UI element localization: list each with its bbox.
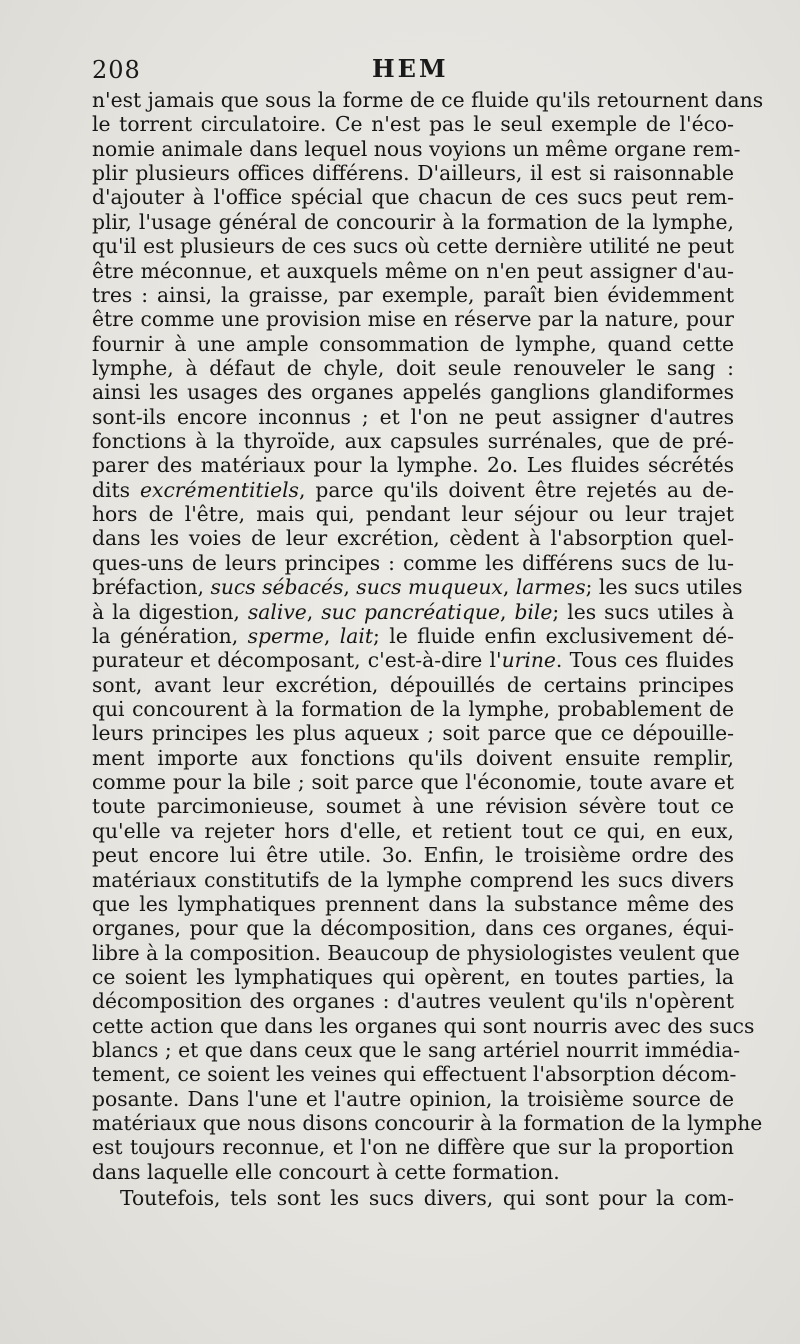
text-line bbox=[92, 136, 741, 161]
text-line bbox=[92, 453, 734, 477]
text-line bbox=[92, 1160, 734, 1184]
italic-term: excrémentitiels bbox=[140, 477, 299, 502]
text-run: qu'elle va rejeter hors d'elle, et retient tout ce qui, en eux, bbox=[92, 818, 734, 843]
text-run: sont, avant leur excrétion, dépouillés de certains principes bbox=[92, 672, 734, 697]
text-line bbox=[92, 1111, 763, 1136]
text-run: être comme une provision mise en réserve par la nature, pour bbox=[92, 307, 734, 332]
text-run: comme pour la bile ; soit parce que l'économie, toute avare et bbox=[92, 770, 734, 795]
text-run: être méconnue, et auxquels même on n'en peut assigner d'au- bbox=[92, 258, 734, 283]
text-run: plir plusieurs offices différens. D'ailleurs, il est si raisonnable bbox=[92, 161, 734, 186]
italic-term: urine bbox=[501, 648, 556, 673]
text-line bbox=[92, 380, 734, 404]
text-run: libre à la composition. Beaucoup de physiologistes veulent que bbox=[92, 940, 740, 965]
text-run: dans les voies de leur excrétion, cèdent à l'absorption quel- bbox=[92, 526, 734, 551]
text-line bbox=[92, 892, 734, 916]
text-run: qui concourent à la formation de la lymphe, probablement de bbox=[92, 696, 734, 721]
text-line bbox=[92, 843, 734, 867]
text-run: la génération, bbox=[92, 623, 248, 648]
text-line bbox=[92, 210, 734, 234]
text-line bbox=[92, 868, 734, 892]
text-line bbox=[92, 916, 734, 940]
text-run: ce soient les lymphatiques qui opèrent, en toutes parties, la bbox=[92, 964, 734, 989]
page-header bbox=[92, 52, 737, 86]
text-run: qu'il est plusieurs de ces sucs où cette dernière utilité ne peut bbox=[92, 234, 734, 259]
text-line bbox=[92, 405, 734, 429]
text-line bbox=[92, 161, 734, 185]
text-line bbox=[92, 307, 734, 331]
text-run: organes, pour que la décomposition, dans ces organes, équi- bbox=[92, 916, 734, 941]
text-run: ment importe aux fonctions qu'ils doivent ensuite remplir, bbox=[92, 745, 734, 770]
text-line bbox=[92, 600, 734, 624]
text-run: posante. Dans l'une et l'autre opinion, la troisième source de bbox=[92, 1086, 734, 1111]
text-line bbox=[92, 794, 734, 818]
body-text bbox=[92, 88, 764, 1211]
text-line bbox=[92, 1135, 734, 1159]
text-run: lymphe, à défaut de chyle, doit seule renouveler le sang : bbox=[92, 355, 734, 380]
text-line bbox=[92, 965, 734, 989]
text-line bbox=[92, 624, 734, 648]
text-line bbox=[92, 940, 740, 965]
text-line bbox=[92, 356, 734, 380]
text-run: ; les sucs utiles à bbox=[552, 599, 734, 624]
text-line bbox=[92, 112, 734, 136]
text-line bbox=[92, 283, 734, 307]
text-run: cette action que dans les organes qui sont nourris avec des sucs bbox=[92, 1013, 755, 1038]
text-run: Toutefois, tels sont les sucs divers, qui sont pour la com- bbox=[120, 1186, 734, 1211]
text-run: n'est jamais que sous la forme de ce fluide qu'ils retournent dans bbox=[92, 88, 764, 112]
text-run: matériaux que nous disons concourir à la formation de la lymphe bbox=[92, 1111, 763, 1136]
text-run: toute parcimonieuse, soumet à une révision sévère tout ce bbox=[92, 794, 734, 819]
italic-term: sucs sébacés bbox=[210, 575, 344, 600]
text-line bbox=[92, 185, 734, 209]
text-line bbox=[92, 746, 734, 770]
page-number: 208 bbox=[92, 56, 141, 84]
text-run: , bbox=[500, 599, 515, 624]
text-line bbox=[92, 1038, 741, 1063]
text-run: dans laquelle elle concourt à cette formation. bbox=[92, 1159, 560, 1184]
text-line bbox=[92, 697, 734, 721]
text-run: est toujours reconnue, et l'on ne diffère que sur la proportion bbox=[92, 1135, 734, 1160]
text-run: , bbox=[343, 575, 357, 600]
text-run: fonctions à la thyroïde, aux capsules surrénales, que de pré- bbox=[92, 429, 734, 454]
text-line bbox=[92, 551, 734, 575]
italic-term: sperme bbox=[247, 623, 324, 648]
text-line bbox=[92, 989, 734, 1013]
text-run: ; les sucs utiles bbox=[585, 575, 743, 600]
text-run: bréfaction, bbox=[92, 575, 211, 600]
text-run: à la digestion, bbox=[92, 599, 248, 624]
text-line bbox=[92, 1186, 734, 1210]
text-line bbox=[92, 259, 734, 283]
text-line bbox=[92, 1087, 734, 1111]
text-line bbox=[92, 770, 734, 794]
text-line bbox=[92, 526, 734, 550]
text-line bbox=[92, 1013, 755, 1038]
text-run: parer des matériaux pour la lymphe. 2o. Les fluides sécrétés bbox=[92, 453, 734, 478]
text-run: que les lymphatiques prennent dans la substance même des bbox=[92, 891, 734, 916]
italic-term: sucs muqueux bbox=[356, 575, 503, 600]
text-run: tres : ainsi, la graisse, par exemple, paraît bien évidemment bbox=[92, 282, 734, 307]
text-line bbox=[92, 429, 734, 453]
italic-term: bile bbox=[514, 599, 553, 624]
italic-term: salive bbox=[247, 599, 307, 624]
text-run: , parce qu'ils doivent être rejetés au de- bbox=[298, 477, 734, 502]
text-run: . Tous ces fluides bbox=[555, 648, 734, 673]
running-head: HEM bbox=[372, 54, 449, 83]
text-run: leurs principes les plus aqueux ; soit parce que ce dépouille- bbox=[92, 721, 734, 746]
text-run: peut encore lui être utile. 3o. Enfin, le troisième ordre des bbox=[92, 843, 734, 868]
text-run: blancs ; et que dans ceux que le sang artériel nourrit immédia- bbox=[92, 1038, 741, 1063]
text-run: ques-uns de leurs principes : comme les différens sucs de lu- bbox=[92, 550, 734, 575]
text-run: dits bbox=[92, 477, 140, 502]
text-line bbox=[92, 502, 734, 526]
text-run: sont-ils encore inconnus ; et l'on ne peut assigner d'autres bbox=[92, 404, 734, 429]
text-line bbox=[92, 478, 734, 502]
text-run: ; le fluide enfin exclusivement dé- bbox=[372, 623, 734, 648]
text-run: nomie animale dans lequel nous voyions un même organe rem- bbox=[92, 136, 741, 161]
text-run: décomposition des organes : d'autres veulent qu'ils n'opèrent bbox=[92, 989, 734, 1014]
text-line bbox=[92, 1062, 737, 1087]
text-line bbox=[92, 575, 743, 600]
text-run: , bbox=[323, 623, 340, 648]
text-line bbox=[92, 673, 734, 697]
italic-term: lait bbox=[339, 623, 373, 648]
italic-term: suc pancréatique bbox=[321, 599, 500, 624]
text-run: fournir à une ample consommation de lymphe, quand cette bbox=[92, 331, 734, 356]
text-line bbox=[92, 332, 734, 356]
text-line bbox=[92, 819, 734, 843]
text-line bbox=[92, 648, 734, 672]
text-run: purateur et décomposant, c'est-à-dire l' bbox=[92, 648, 502, 673]
text-run: d'ajouter à l'office spécial que chacun de ces sucs peut rem- bbox=[92, 185, 734, 210]
text-line bbox=[92, 234, 734, 258]
text-line bbox=[92, 88, 764, 112]
text-run: plir, l'usage général de concourir à la formation de la lymphe, bbox=[92, 209, 734, 234]
text-run: , bbox=[502, 575, 516, 600]
text-run: , bbox=[306, 599, 322, 624]
italic-term: larmes bbox=[515, 575, 586, 600]
text-run: hors de l'être, mais qui, pendant leur séjour ou leur trajet bbox=[92, 502, 734, 527]
text-line bbox=[92, 721, 734, 745]
text-run: tement, ce soient les veines qui effectuent l'absorption décom- bbox=[92, 1062, 737, 1087]
text-run: ainsi les usages des organes appelés ganglions glandiformes bbox=[92, 380, 734, 405]
text-run: matériaux constitutifs de la lymphe comprend les sucs divers bbox=[92, 867, 734, 892]
text-run: le torrent circulatoire. Ce n'est pas le seul exemple de l'éco- bbox=[92, 112, 734, 137]
